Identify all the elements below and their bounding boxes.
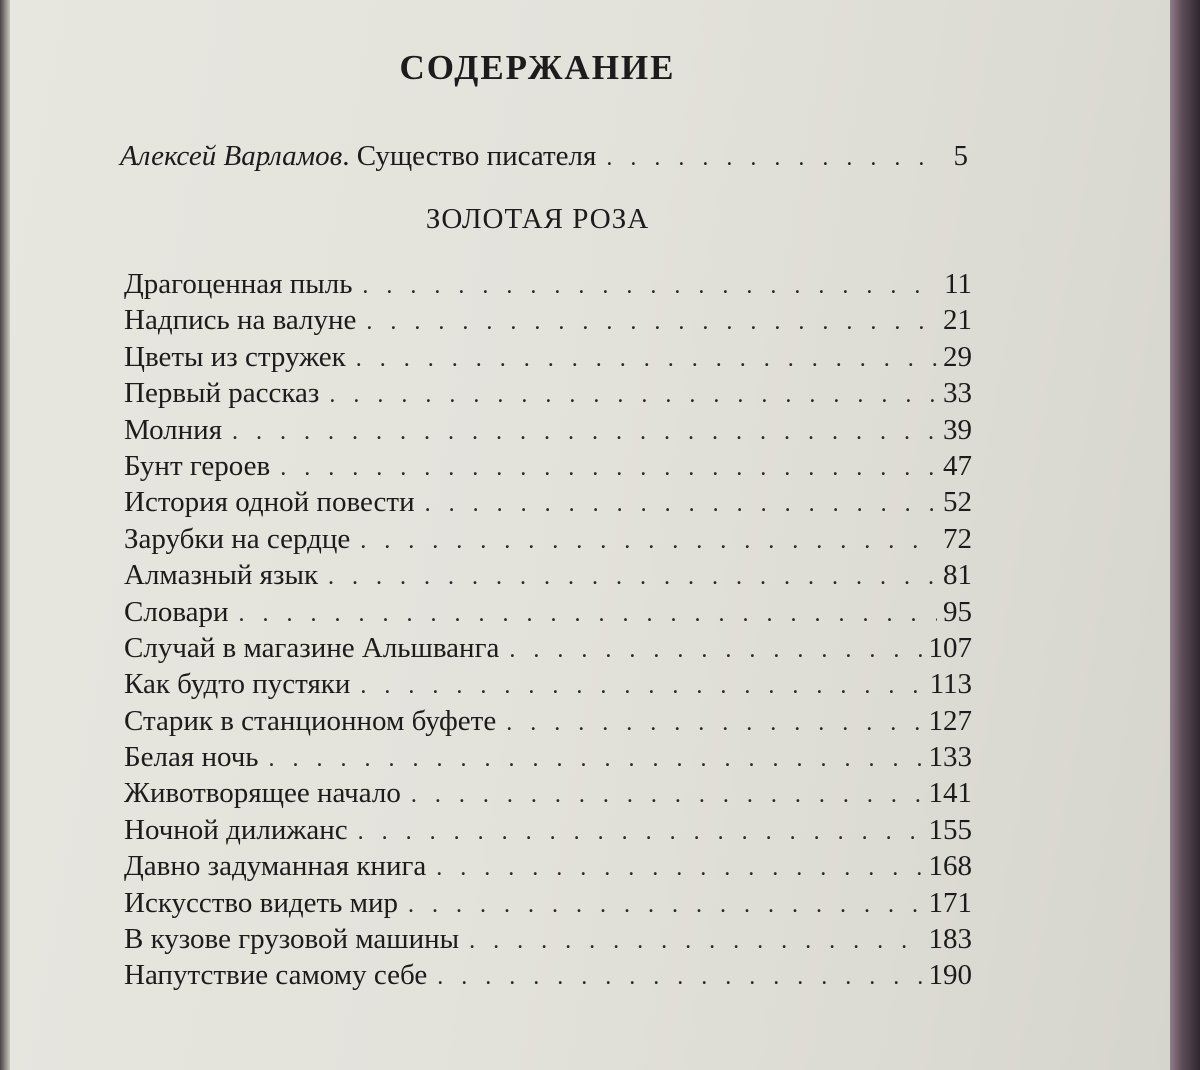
dot-leader bbox=[360, 523, 937, 559]
entry-page-number: 47 bbox=[943, 449, 972, 482]
entry-title: Бунт героев bbox=[124, 449, 271, 482]
intro-page-number: 5 bbox=[953, 140, 968, 172]
intro-separator: . bbox=[342, 140, 357, 172]
entry-page-number: 29 bbox=[943, 340, 972, 373]
toc-entry bbox=[124, 557, 972, 593]
toc-entry bbox=[124, 921, 972, 957]
toc-entry bbox=[124, 484, 972, 520]
entry-title: В кузове грузовой машины bbox=[124, 923, 460, 956]
toc-entry bbox=[124, 448, 972, 484]
dot-leader bbox=[329, 377, 937, 413]
dot-leader bbox=[436, 850, 922, 886]
entry-page-number: 33 bbox=[943, 377, 972, 410]
dot-leader bbox=[269, 741, 923, 777]
entry-page-number: 127 bbox=[928, 704, 972, 737]
entry-title: Первый рассказ bbox=[124, 377, 320, 410]
toc-entry bbox=[124, 266, 972, 302]
toc-list bbox=[124, 266, 972, 994]
toc-entry bbox=[124, 375, 972, 411]
entry-title: Цветы из стружек bbox=[124, 340, 346, 373]
toc-entry bbox=[124, 594, 972, 630]
dot-leader bbox=[362, 268, 938, 304]
entry-title: Молния bbox=[124, 413, 223, 446]
dot-leader bbox=[360, 668, 923, 704]
dot-leader bbox=[469, 923, 922, 959]
entry-title: Старик в станционном буфете bbox=[124, 704, 497, 737]
entry-page-number: 107 bbox=[928, 631, 972, 664]
toc-entry bbox=[124, 412, 972, 448]
entry-title: Драгоценная пыль bbox=[124, 268, 353, 300]
entry-title: Напутствие самому себе bbox=[124, 959, 428, 992]
entry-page-number: 183 bbox=[928, 923, 972, 956]
entry-title: Давно задуманная книга bbox=[124, 850, 427, 883]
entry-page-number: 52 bbox=[943, 486, 972, 519]
page-title: СОДЕРЖАНИЕ bbox=[399, 48, 676, 87]
dot-leader bbox=[328, 559, 937, 595]
entry-title: Ночной дилижанс bbox=[124, 813, 348, 846]
toc-entry bbox=[124, 521, 972, 557]
entry-title: Случай в магазине Альшванга bbox=[124, 631, 500, 664]
toc-entry bbox=[124, 302, 972, 338]
page-left-edge bbox=[0, 0, 10, 1070]
toc-entry bbox=[124, 703, 972, 739]
section-title: ЗОЛОТАЯ РОЗА bbox=[425, 203, 650, 235]
toc-entry bbox=[124, 957, 972, 993]
entry-page-number: 39 bbox=[943, 413, 972, 446]
entry-page-number: 11 bbox=[944, 268, 972, 300]
dot-leader bbox=[366, 304, 937, 340]
entry-page-number: 113 bbox=[929, 668, 972, 701]
toc-entry bbox=[124, 812, 972, 848]
dot-leader bbox=[239, 596, 937, 632]
dot-leader bbox=[356, 341, 937, 377]
toc-entry bbox=[124, 666, 972, 702]
toc-entry bbox=[124, 739, 972, 775]
entry-title: Зарубки на сердце bbox=[124, 522, 351, 555]
entry-title: Животворящее начало bbox=[124, 777, 401, 810]
dot-leader bbox=[425, 486, 937, 522]
intro-author: Алексей Варламов bbox=[120, 140, 343, 172]
entry-page-number: 168 bbox=[928, 850, 972, 883]
entry-title: Алмазный язык bbox=[124, 559, 319, 592]
entry-title: Белая ночь bbox=[124, 741, 259, 774]
entry-title: Словари bbox=[124, 595, 229, 628]
entry-page-number: 133 bbox=[928, 741, 972, 774]
entry-page-number: 72 bbox=[943, 522, 972, 555]
book-spine-edge bbox=[1170, 0, 1200, 1070]
dot-leader bbox=[437, 959, 922, 995]
intro-title: Существо писателя bbox=[356, 140, 597, 172]
dot-leader bbox=[408, 887, 922, 923]
dot-leader bbox=[232, 414, 937, 450]
toc-entry bbox=[124, 339, 972, 375]
entry-title: Как будто пустяки bbox=[124, 668, 351, 701]
entry-title: Искусство видеть мир bbox=[124, 886, 399, 919]
dot-leader bbox=[606, 145, 938, 172]
entry-title: История одной повести bbox=[124, 486, 415, 519]
entry-page-number: 21 bbox=[943, 304, 972, 337]
toc-entry bbox=[124, 775, 972, 811]
toc-entry bbox=[124, 885, 972, 921]
dot-leader bbox=[506, 705, 922, 741]
toc-entry bbox=[124, 848, 972, 884]
entry-page-number: 155 bbox=[928, 813, 972, 846]
entry-page-number: 171 bbox=[928, 886, 972, 919]
entry-page-number: 81 bbox=[943, 559, 972, 592]
dot-leader bbox=[411, 777, 923, 813]
toc-entry bbox=[124, 630, 972, 666]
intro-entry bbox=[120, 140, 968, 180]
entry-title: Надпись на валуне bbox=[124, 304, 357, 337]
entry-page-number: 190 bbox=[928, 959, 972, 992]
dot-leader bbox=[358, 814, 923, 850]
entry-page-number: 141 bbox=[928, 777, 972, 810]
dot-leader bbox=[509, 632, 922, 668]
entry-page-number: 95 bbox=[943, 595, 972, 628]
dot-leader bbox=[280, 450, 937, 486]
